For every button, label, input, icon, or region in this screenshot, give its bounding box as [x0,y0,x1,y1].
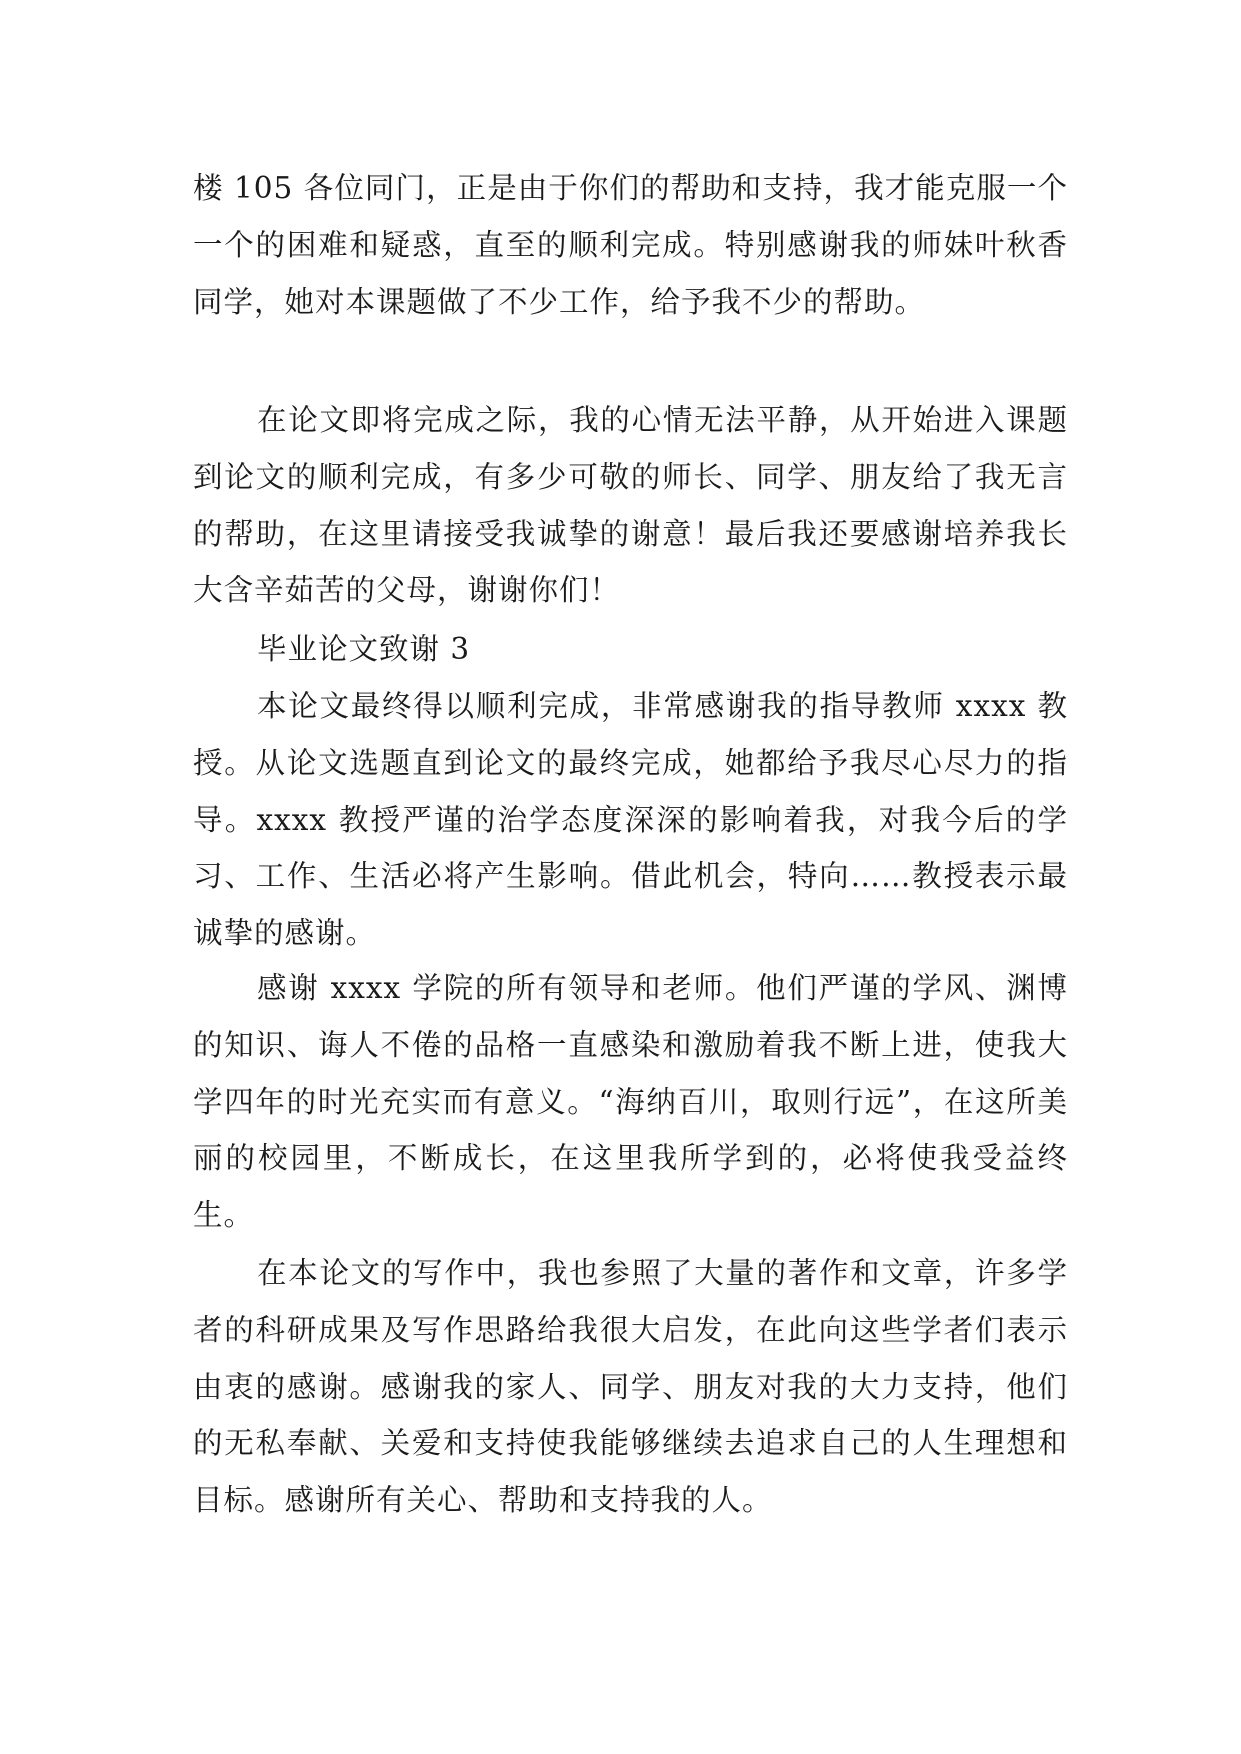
section-heading: 毕业论文致谢 3 [257,632,471,666]
paragraph-text: 感谢 xxxx 学院的所有领导和老师。他们严谨的学风、渊博的知识、诲人不倦的品格一直感染和激励着我不断上进，使我大学四年的时光充实而有意义。“海纳百川，取则行远”，在这所美丽的校园里，不断成长，在这里我所学到的，必将使我受益终生。 [193,971,1068,1233]
paragraph [193,960,1068,1244]
paragraph [193,678,1068,962]
paragraph-continued [193,160,1068,330]
paragraph-text: 本论文最终得以顺利完成，非常感谢我的指导教师 xxxx 教授。从论文选题直到论文的最终完成，她都给予我尽心尽力的指导。xxxx 教授严谨的治学态度深深的影响着我，对我今后的学习、工作、生活必将产生影响。借此机会，特向……教授表示最诚挚的感谢。 [193,689,1068,951]
paragraph-text: 在本论文的写作中，我也参照了大量的著作和文章，许多学者的科研成果及写作思路给我很大启发，在此向这些学者们表示由衷的感谢。感谢我的家人、同学、朋友对我的大力支持，他们的无私奉献、关爱和支持使我能够继续去追求自己的人生理想和目标。感谢所有关心、帮助和支持我的人。 [193,1256,1068,1518]
paragraph [193,1245,1068,1529]
paragraph-text: 在论文即将完成之际，我的心情无法平静，从开始进入课题到论文的顺利完成，有多少可敬的师长、同学、朋友给了我无言的帮助，在这里请接受我诚挚的谢意！最后我还要感谢培养我长大含辛茹苦的父母，谢谢你们！ [193,403,1068,608]
paragraph-text: 楼 105 各位同门，正是由于你们的帮助和支持，我才能克服一个一个的困难和疑惑，直至的顺利完成。特别感谢我的师妹叶秋香同学，她对本课题做了不少工作，给予我不少的帮助。 [193,171,1068,319]
paragraph [193,392,1068,619]
